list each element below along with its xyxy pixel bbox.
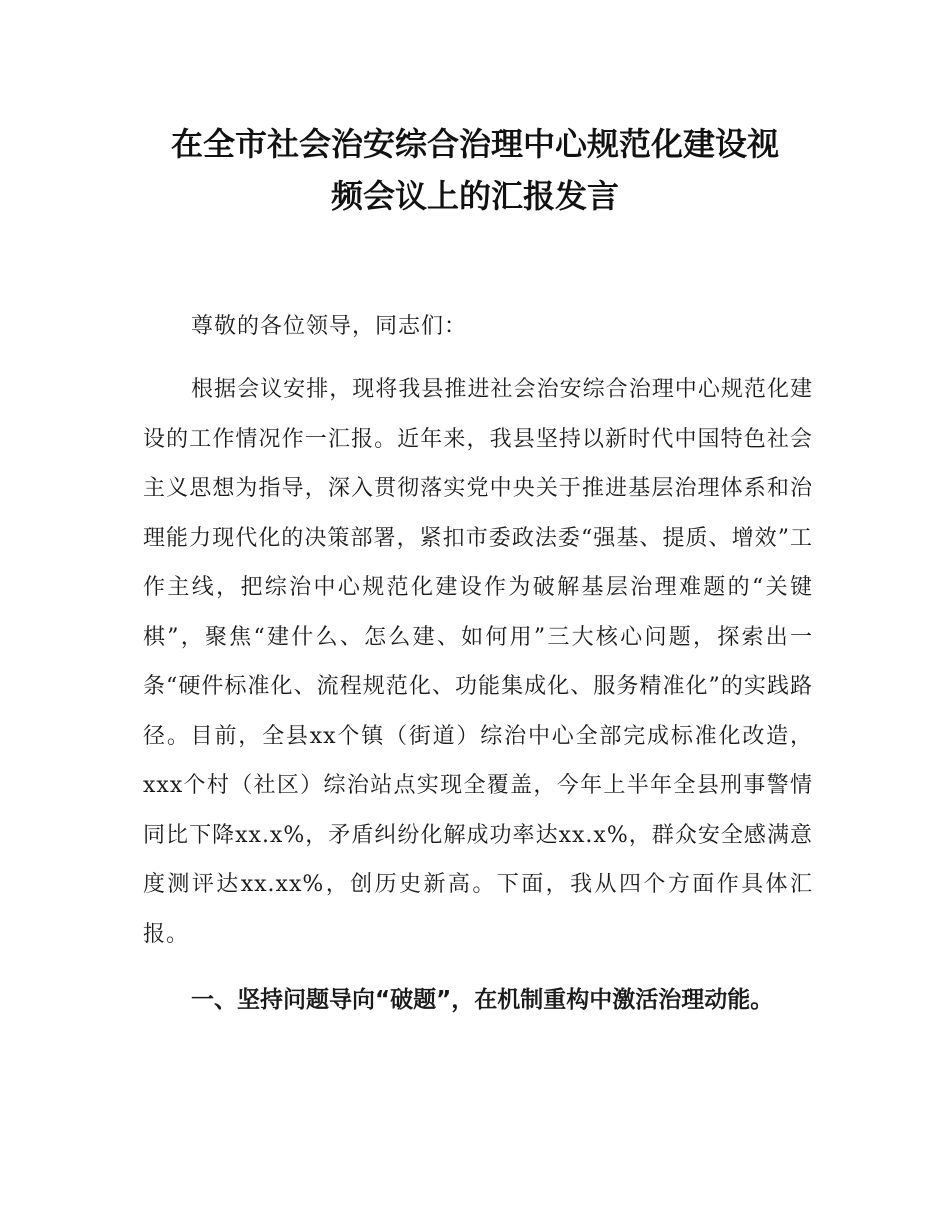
title-line-2: 频会议上的汇报发言 <box>330 177 619 215</box>
salutation: 尊敬的各位领导，同志们： <box>191 314 468 339</box>
body-paragraph: 根据会议安排，现将我县推进社会治安综合治理中心规范化建设的工作情况作一汇报。近年来，我县坚持以新时代中国特色社会主义思想为指导，深入贯彻落实党中央关于推进基层治理体系和治理能力现代化的决策部署，紧扣市委政法委“强基、提质、增效”工作主线，把综治中心规范化建设作为破解基层治理难题的“关键棋”，聚焦“建什么、怎么建、如何用”三大核心问题，探索出一条“硬件标准化、流程规范化、功能集成化、服务精准化”的实践路径。目前，全县xx个镇（街道）综治中心全部完成标准化改造，xxx个村（社区）综治站点实现全覆盖，今年上半年全县刑事警情同比下降xx.x%，矛盾纠纷化解成功率达xx.x%，群众安全感满意度测评达xx.xx%，创历史新高。下面，我从四个方面作具体汇报。 <box>143 377 813 947</box>
section-heading: 一、坚持问题导向“破题”，在机制重构中激活治理动能。 <box>191 987 774 1013</box>
document-title <box>100 118 850 222</box>
title-line-1: 在全市社会治安综合治理中心规范化建设视 <box>170 125 779 163</box>
